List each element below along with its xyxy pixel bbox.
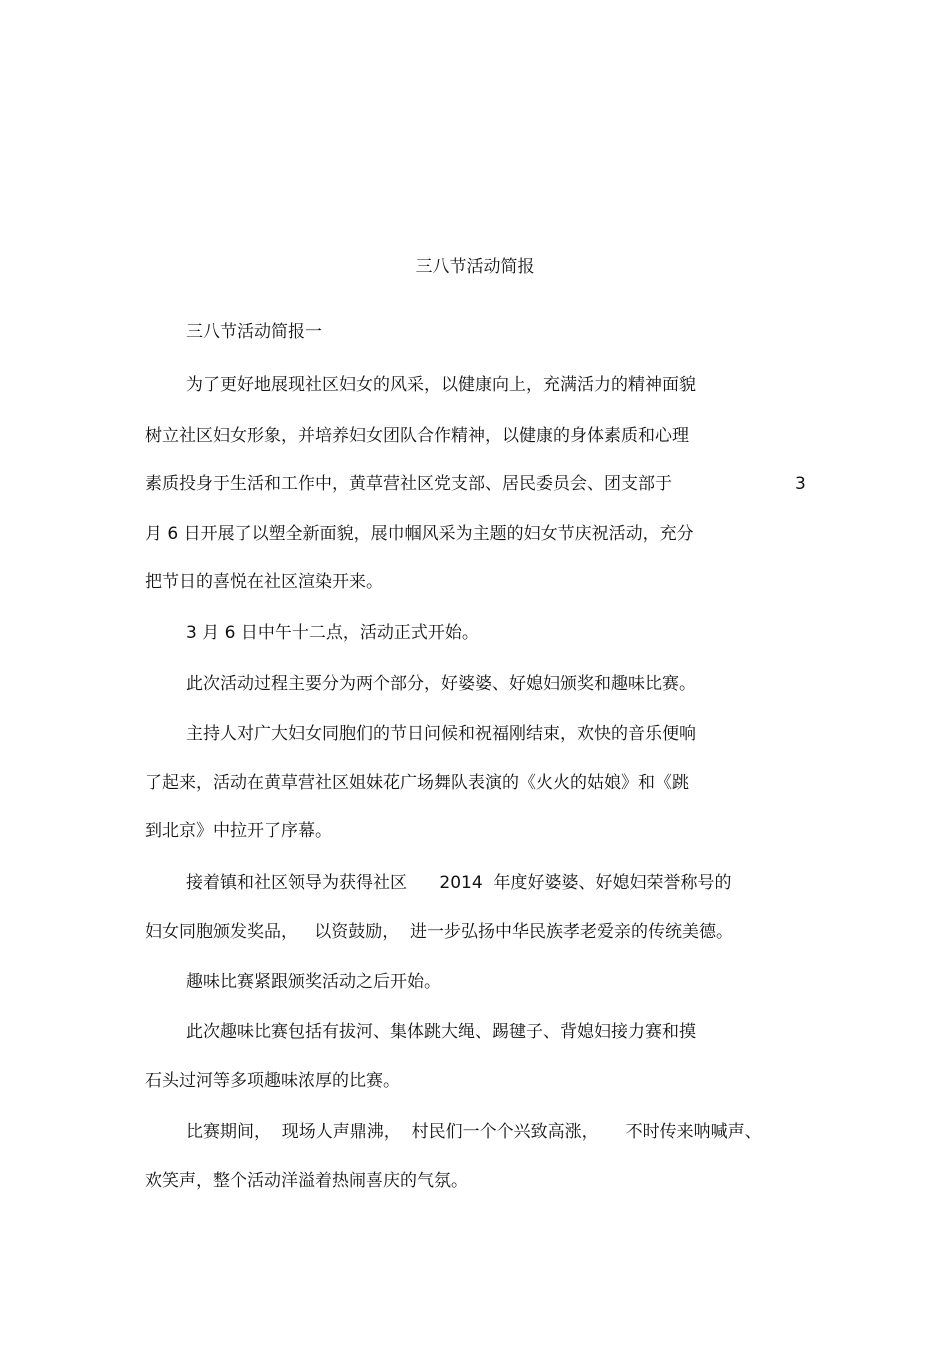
paragraph-line: 素质投身于生活和工作中，黄草营社区党支部、居民委员会、团支部于 <box>145 474 672 494</box>
paragraph-line: 3 月 6 日中午十二点，活动正式开始。 <box>186 623 479 643</box>
paragraph-line: 了起来，活动在黄草营社区姐妹花广场舞队表演的《火火的姑娘》和《跳 <box>145 773 689 793</box>
document-title: 三八节活动简报 <box>415 257 535 277</box>
paragraph-line: 把节日的喜悦在社区渲染开来。 <box>145 572 383 592</box>
paragraph-line: 接着镇和社区领导为获得社区 2014 年度好婆婆、好媳妇荣誉称号的 <box>186 873 732 893</box>
paragraph-line: 欢笑声，整个活动洋溢着热闹喜庆的气氛。 <box>145 1171 468 1191</box>
paragraph-line: 石头过河等多项趣味浓厚的比赛。 <box>145 1071 400 1091</box>
paragraph-line: 此次趣味比赛包括有拔河、集体跳大绳、踢毽子、背媳妇接力赛和摸 <box>186 1022 696 1042</box>
paragraph-line: 妇女同胞颁发奖品， 以资鼓励， 进一步弘扬中华民族孝老爱亲的传统美德。 <box>145 922 734 942</box>
paragraph-line: 月 6 日开展了以塑全新面貌，展巾帼风采为主题的妇女节庆祝活动，充分 <box>145 524 694 544</box>
paragraph-line: 为了更好地展现社区妇女的风采，以健康向上，充满活力的精神面貌 <box>186 375 696 395</box>
date-number: 3 <box>795 474 806 494</box>
paragraph-line: 主持人对广大妇女同胞们的节日问候和祝福刚结束，欢快的音乐便响 <box>186 724 696 744</box>
paragraph-line: 比赛期间， 现场人声鼎沸， 村民们一个个兴致高涨， 不时传来呐喊声、 <box>186 1122 762 1142</box>
paragraph-line: 到北京》中拉开了序幕。 <box>145 821 332 841</box>
paragraph-line: 树立社区妇女形象，并培养妇女团队合作精神，以健康的身体素质和心理 <box>145 426 689 446</box>
paragraph-line: 此次活动过程主要分为两个部分，好婆婆、好媳妇颁奖和趣味比赛。 <box>186 674 696 694</box>
section-heading: 三八节活动简报一 <box>186 322 322 342</box>
paragraph-line: 趣味比赛紧跟颁奖活动之后开始。 <box>186 972 441 992</box>
